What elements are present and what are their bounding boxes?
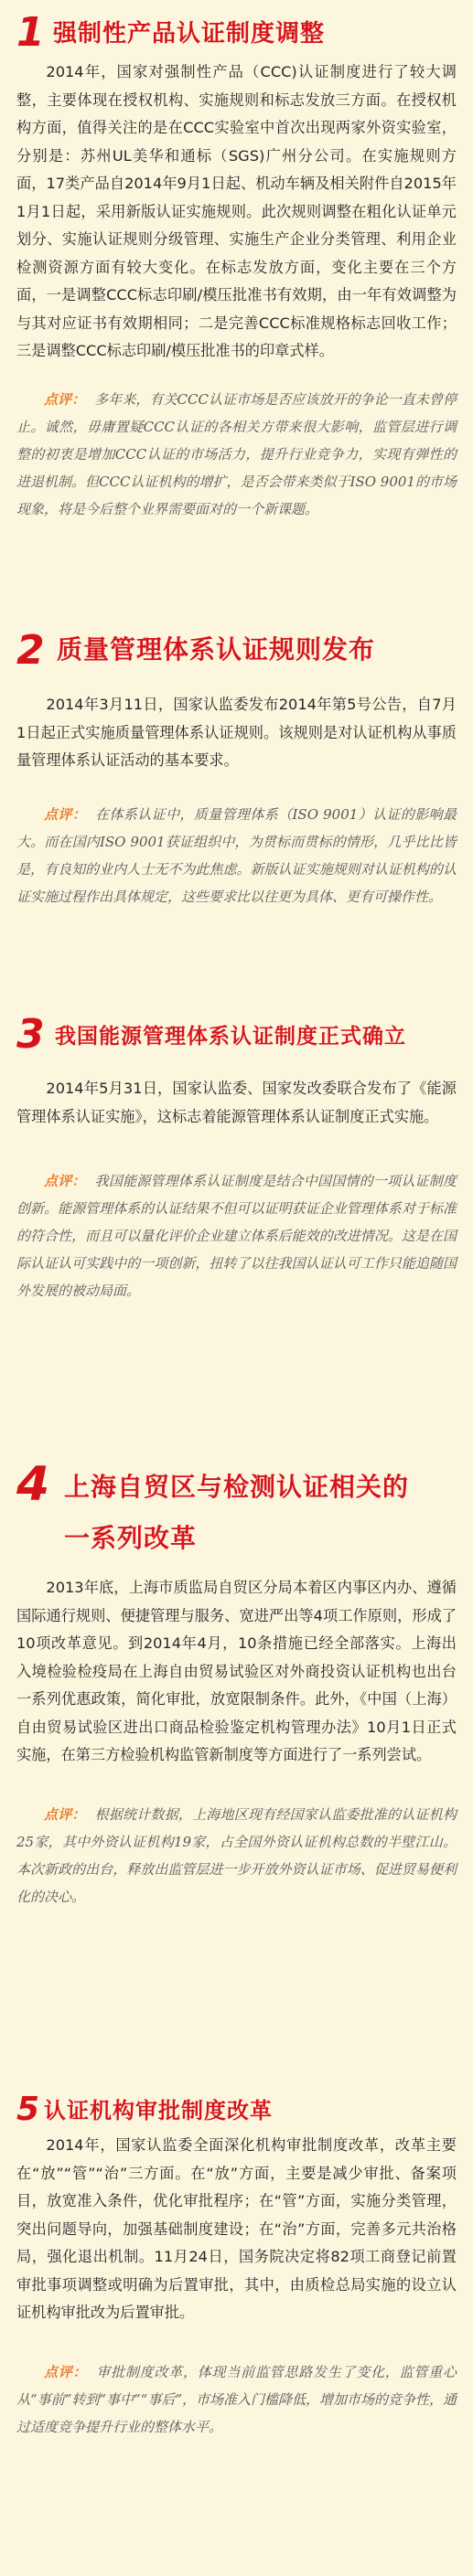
- section-4-number: 4: [16, 1457, 50, 1512]
- section-5: [0, 2093, 473, 2441]
- section-4-heading: [0, 1457, 473, 1574]
- section-4-comment-tag: 点评：: [44, 1805, 86, 1823]
- section-2-heading: [0, 627, 473, 674]
- section-3-title: 我国能源管理体系认证制度正式确立: [55, 1025, 406, 1048]
- section-3-comment: [16, 1167, 457, 1304]
- section-3: [0, 1011, 473, 1304]
- section-4-title-line1: 上海自贸区与检测认证相关的: [64, 1472, 410, 1502]
- section-1-comment: [16, 386, 457, 523]
- section-2-body: 2014年3月11日，国家认监委发布2014年第5号公告，自7月1日起正式实施质量管理体系认证规则。该规则是对认证机构从事质量管理体系认证活动的基本要求。: [16, 696, 457, 769]
- section-5-title: 认证机构审批制度改革: [44, 2098, 273, 2124]
- section-4-comment: [16, 1801, 457, 1911]
- section-2-title: 质量管理体系认证规则发布: [57, 634, 376, 665]
- section-5-comment-tag: 点评：: [44, 2363, 88, 2380]
- section-4-body: 2013年底，上海市质监局自贸区分局本着区内事区内办、遵循国际通行规则、便捷管理与服务、宽进严出等4项工作原则，形成了10项改革意见。到2014年4月，10条措施已经全部落实。上海出入境检验检疫局在上海自由贸易试验区对外商投资认证机构也出台一系列优惠政策，简化审批，放宽限制条件。此外，《中国（上海）自由贸易试验区进出口商品检验鉴定机构管理办法》10月1日正式实施，在第三方检验机构监管新制度等方面进行了一系列尝试。: [16, 1579, 457, 1763]
- section-2-comment: [16, 801, 457, 910]
- section-5-comment: [16, 2358, 457, 2441]
- section-1-number: 1: [16, 9, 45, 56]
- section-1-body: 2014年，国家对强制性产品（CCC)认证制度进行了较大调整，主要体现在授权机构、实施规则和标志发放三方面。在授权机构方面，值得关注的是在CCC实验室中首次出现两家外资实验室，分别是：苏州UL美华和通标（SGS)广州分公司。在实施规则方面，17类产品自2014年9月1日起、机动车辆及相关附件自2015年1月1日起，采用新版认证实施规则。此次规则调整在粗化认证单元划分、实施认证规则分级管理、实施生产企业分类管理、利用企业检测资源方面有较大变化。在标志发放方面，变化主要在三个方面，一是调整CCC标志印刷/模压批准书有效期，由一年有效调整为与其对应证书有效期相同；二是完善CCC标准规格标志回收工作；三是调整CCC标志印刷/模压批准书的印章式样。: [16, 63, 457, 359]
- section-1-comment-text: 多年来，有关CCC认证市场是否应该放开的争论一直未曾停止。诚然，毋庸置疑CCC认证的各相关方带来很大影响，监管层进行调整的初衷是增加CCC认证的市场活力，提升行业竞争力，实现有弹性的进退机制。但CCC认证机构的增扩，是否会带来类似于ISO 9001的市场现象，将是今后整个业界需要面对的一个新课题。: [16, 390, 457, 517]
- section-2: [0, 627, 473, 910]
- section-1-heading: [0, 9, 473, 56]
- section-1-comment-tag: 点评：: [44, 390, 86, 408]
- section-1-title: 强制性产品认证制度调整: [53, 20, 326, 48]
- section-3-body: 2014年5月31日，国家认监委、国家发改委联合发布了《能源管理体系认证实施》，这标志着能源管理体系认证制度正式实施。: [16, 1080, 457, 1125]
- section-4-title-line2: 一系列改革: [64, 1523, 198, 1553]
- section-3-comment-tag: 点评：: [44, 1173, 86, 1189]
- section-4-comment-text: 根据统计数据，上海地区现有经国家认监委批准的认证机构25家，其中外资认证机构19家，占全国外资认证机构总数的半壁江山。本次新政的出台，释放出监管层进一步开放外资认证市场、促进贸易便利化的决心。: [16, 1805, 457, 1905]
- section-2-comment-tag: 点评：: [44, 805, 87, 823]
- section-4: [0, 1457, 473, 1911]
- section-1: [0, 9, 473, 523]
- section-3-number: 3: [16, 1011, 45, 1058]
- section-3-comment-text: 我国能源管理体系认证制度是结合中国国情的一项认证制度创新。能源管理体系的认证结果不但可以证明获证企业管理体系对于标准的符合性，而且可以量化评价企业建立体系后能效的改进情况。这是在国际认证认可实践中的一项创新，扭转了以往我国认证认可工作只能追随国外发展的被动局面。: [16, 1173, 457, 1299]
- section-5-heading: [0, 2093, 473, 2128]
- section-3-heading: [0, 1011, 473, 1058]
- section-2-comment-text: 在体系认证中，质量管理体系（ISO 9001）认证的影响最大。而在国内ISO 9001获证组织中，为贯标而贯标的情形，几乎比比皆是，有良知的业内人士无不为此焦虑。新版认证实施规则对认证机构的认证实施过程作出具体规定，这些要求比以往更为具体、更有可操作性。: [16, 805, 457, 905]
- section-2-number: 2: [16, 627, 45, 674]
- section-5-comment-text: 审批制度改革，体现当前监管思路发生了变化，监管重心从“事前”转到“事中”“事后”，市场准入门槛降低，增加市场的竞争性，通过适度竞争提升行业的整体水平。: [16, 2363, 457, 2435]
- section-5-body: 2014年，国家认监委全面深化机构审批制度改革，改革主要在“放”“管”“治”三方面。在“放”方面，主要是减少审批、备案项目，放宽准入条件，优化审批程序；在“管”方面，实施分类管理，突出问题导向，加强基础制度建设；在“治”方面，完善多元共治格局，强化退出机制。11月24日，国务院决定将82项工商登记前置审批事项调整或明确为后置审批，其中，由质检总局实施的设立认证机构审批改为后置审批。: [16, 2136, 457, 2321]
- section-5-number: 5: [16, 2091, 40, 2128]
